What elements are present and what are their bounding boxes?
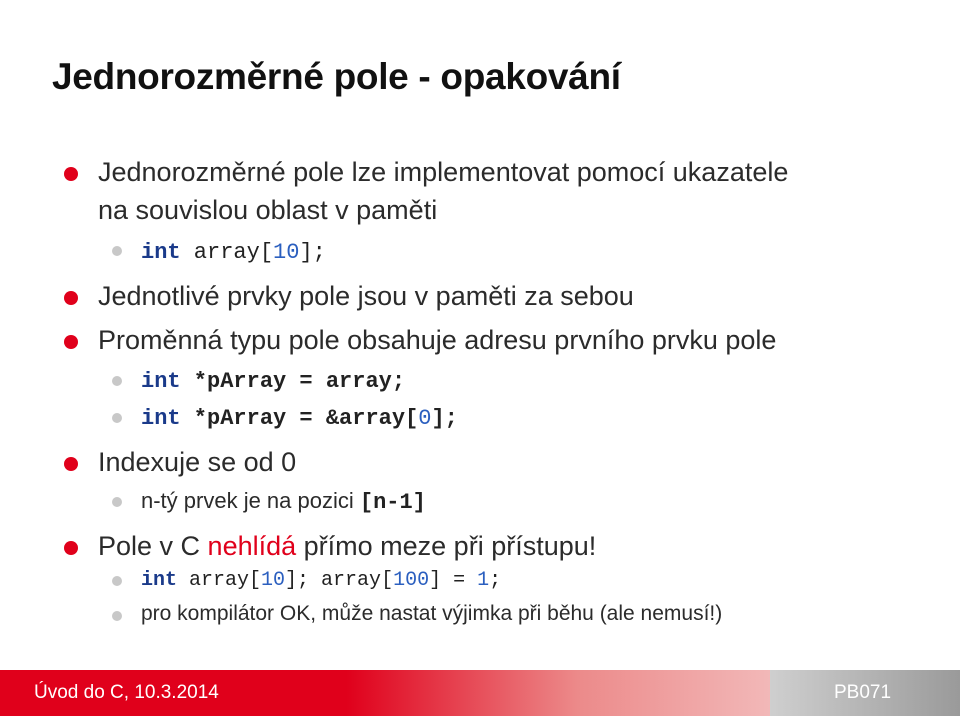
footer-bar (0, 670, 960, 716)
sub-bullet-marker (112, 611, 122, 621)
code-number: 0 (418, 406, 432, 431)
code-text: array[ (180, 240, 274, 265)
sub-bullet-marker (112, 497, 122, 507)
bullet-marker (64, 167, 78, 181)
bullet-text-continued: na souvislou oblast v paměti (98, 195, 438, 225)
sub-bullet-marker (112, 413, 122, 423)
bullet-marker (64, 541, 78, 555)
code-number: 100 (393, 569, 430, 592)
code-keyword: int (141, 569, 178, 592)
footer-left-band (0, 670, 770, 716)
bullet-text: Indexuje se od 0 (98, 447, 297, 477)
sub-bullet-text (141, 488, 426, 515)
code-line (141, 238, 326, 265)
bullet-text-part: přímo meze při přístupu! (296, 531, 597, 561)
sub-bullet-text: pro kompilátor OK, může nastat výjimka při běhu (ale nemusí!) (141, 602, 723, 625)
bullet-marker (64, 291, 78, 305)
bullet-text: Jednotlivé prvky pole jsou v paměti za sebou (98, 281, 634, 311)
sub-bullet-marker (112, 376, 122, 386)
footer-right-band (770, 670, 960, 716)
footer-course-date: Úvod do C, 10.3.2014 (34, 682, 219, 703)
code-number: 10 (261, 569, 286, 592)
code-keyword: int (141, 369, 181, 394)
bullet-text: Proměnná typu pole obsahuje adresu prvního prvku pole (98, 325, 777, 355)
code-text: ] = (429, 569, 478, 592)
bullet-text-part: Pole v C (98, 531, 208, 561)
code-number: 1 (477, 569, 490, 592)
bullet-text: Jednorozměrné pole lze implementovat pomocí ukazatele (98, 157, 789, 187)
slide-title: Jednorozměrné pole - opakování (52, 56, 621, 97)
code-text: ; (489, 569, 502, 592)
bullet-marker (64, 335, 78, 349)
code-text: ]; array[ (285, 569, 394, 592)
bullet-text-highlight: nehlídá (207, 531, 297, 561)
code-number: 10 (273, 240, 300, 265)
code-line (141, 404, 458, 431)
code-text: array[ (177, 569, 262, 592)
code-keyword: int (141, 406, 181, 431)
sub-bullet-label: n-tý prvek je na pozici (141, 488, 360, 513)
code-text: *pArray = &array[ (180, 406, 419, 431)
code-line (141, 568, 501, 592)
footer-course-code: PB071 (834, 682, 892, 703)
code-keyword: int (141, 240, 181, 265)
bullet-text (98, 531, 596, 562)
code-line (141, 367, 405, 394)
code-text: ]; (299, 240, 326, 265)
code-text: *pArray = array; (180, 369, 406, 394)
code-text: [n-1] (359, 490, 426, 515)
bullet-marker (64, 457, 78, 471)
sub-bullet-marker (112, 246, 122, 256)
sub-bullet-marker (112, 576, 122, 586)
code-text: ]; (431, 406, 458, 431)
